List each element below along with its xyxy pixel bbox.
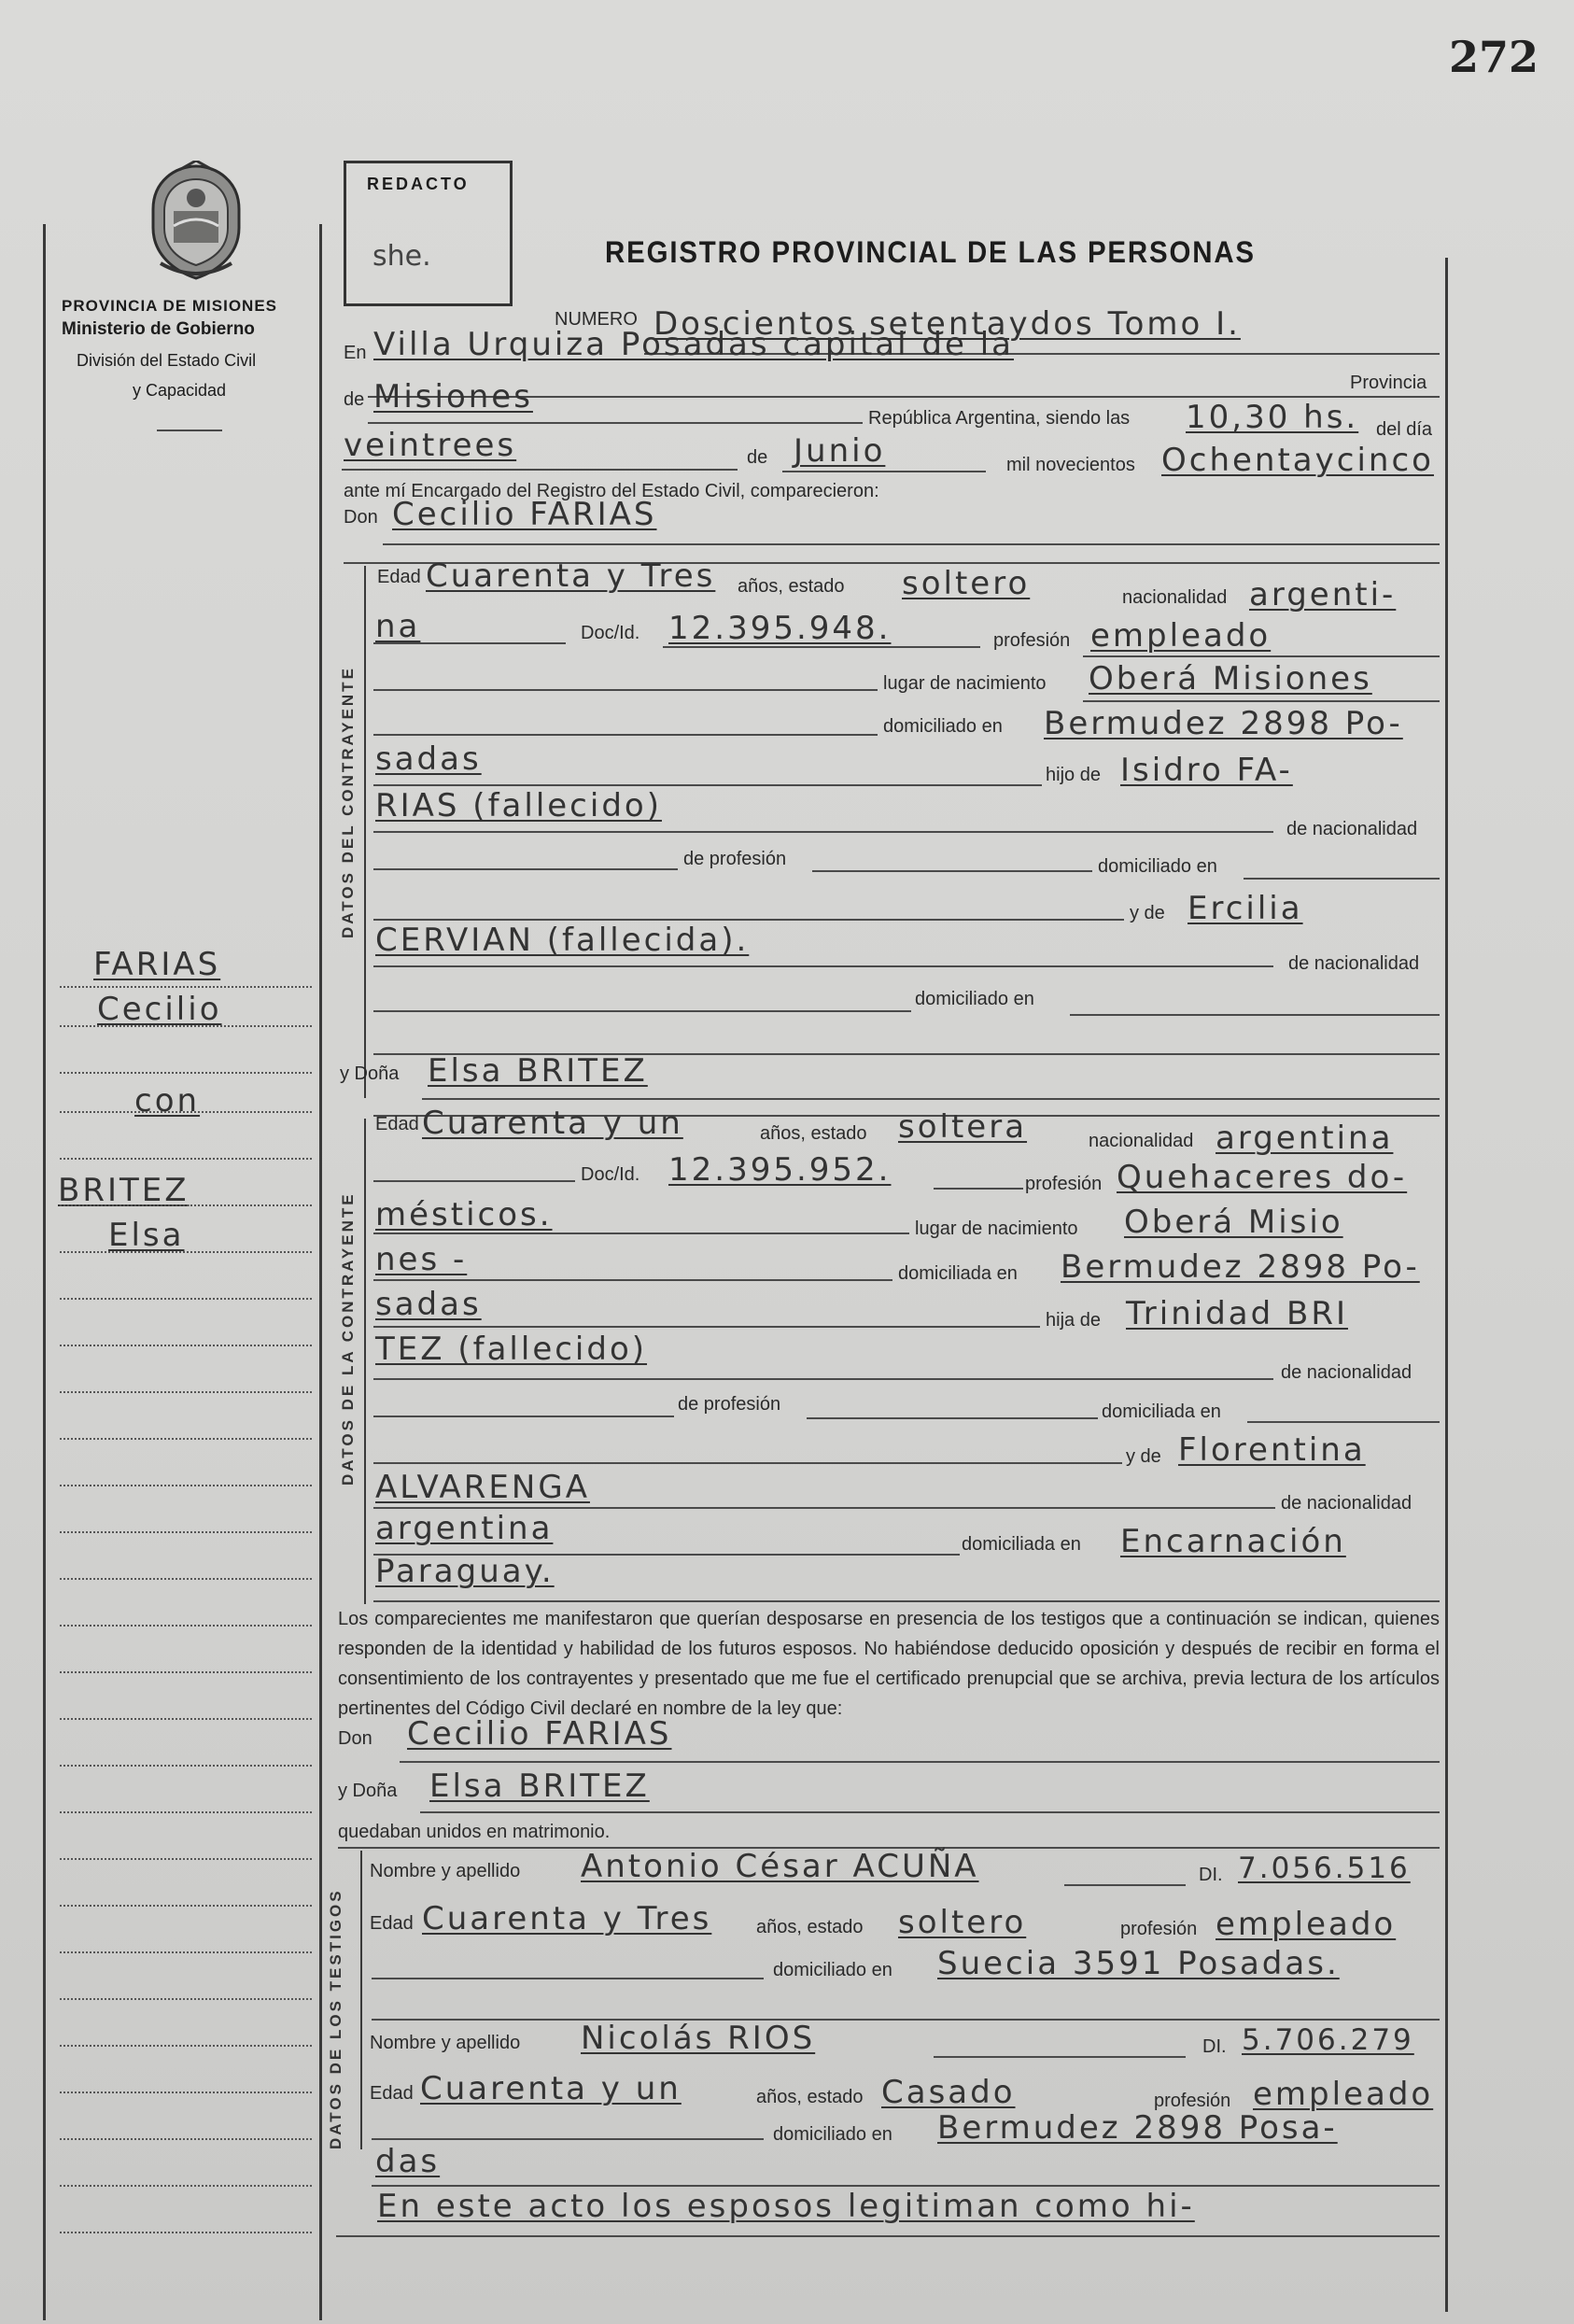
witness-1-di-value: 7.056.516 <box>1238 1852 1411 1885</box>
witness-2-nombre-label: Nombre y apellido <box>370 2033 521 2053</box>
bride-padre-value-1: Trinidad BRI <box>1126 1295 1348 1332</box>
groom-de-profesion-label: de profesión <box>683 849 787 869</box>
numero-label: NUMERO <box>555 309 638 330</box>
witnesses-section-bracket <box>360 1851 362 2149</box>
groom-domicilio-value-1: Bermudez 2898 Po- <box>1044 705 1403 742</box>
bride-section-bracket <box>364 1119 366 1604</box>
bride-doc-label: Doc/Id. <box>581 1164 640 1185</box>
ministry-name: Ministerio de Gobierno <box>62 319 255 339</box>
bride-madre-value-2: ALVARENGA <box>375 1469 590 1506</box>
declaration-text: Los comparecientes me manifestaron que querían desposarse en presencia de los testigos que a continuación se indican, quienes responden de la identidad y habilidad de los futuros esposos. No habiéndose deducido oposición y después de recibir en forma el consentimiento de los contrayentes y presentado que me fue el certificado prenupcial que se archiva, previa lectura de los artículos pertinentes del Código Civil declaré en nombre de la ley que: <box>338 1609 1440 1719</box>
provincia-label: Provincia <box>1350 373 1427 393</box>
groom-profesion-label: profesión <box>993 630 1071 651</box>
margin-dotted-line <box>60 1905 312 1907</box>
redacto-box <box>344 161 513 306</box>
bride-nacionalidad2-label: de nacionalidad <box>1281 1362 1412 1383</box>
de-label: de <box>344 389 365 410</box>
margin-dotted-line <box>60 986 312 988</box>
declaration-don-label: Don <box>338 1728 372 1749</box>
margin-dotted-line <box>60 1298 312 1300</box>
page-title: REGISTRO PROVINCIAL DE LAS PERSONAS <box>605 235 1256 269</box>
witness-2-di-label: DI. <box>1202 2036 1227 2057</box>
bride-estado-value: soltera <box>898 1108 1028 1146</box>
margin-dotted-line <box>60 1625 312 1627</box>
groom-padre-value-1: Isidro FA- <box>1120 752 1293 789</box>
groom-nacionalidad-value-2: na <box>375 608 421 645</box>
witness-1-domicilio-label: domiciliado en <box>773 1960 892 1980</box>
don-label: Don <box>344 507 378 528</box>
en-value: Villa Urquiza Posadas capital de la <box>373 326 1014 363</box>
bride-edad-value: Cuarenta y un <box>422 1105 683 1142</box>
margin-dotted-line <box>60 1718 312 1720</box>
page-number: 272 <box>1449 32 1539 82</box>
margin-dotted-line <box>60 1025 312 1027</box>
groom-doc-label: Doc/Id. <box>581 623 640 643</box>
don-value: Cecilio FARIAS <box>392 496 657 533</box>
margin-dotted-line <box>60 1998 312 2000</box>
de-value: Misiones <box>373 378 533 416</box>
mes-value: Junio <box>794 432 886 470</box>
witness-1-edad-label: Edad <box>370 1913 414 1934</box>
witness-1-profesion-label: profesión <box>1120 1919 1198 1939</box>
bride-nacionalidad3-label: de nacionalidad <box>1281 1493 1412 1514</box>
bride-madre-nac-value: argentina <box>375 1510 554 1547</box>
declaration-dona-label: y Doña <box>338 1781 398 1801</box>
bride-domicilio-value-2: sadas <box>375 1286 482 1323</box>
bride-padre-value-2: TEZ (fallecido) <box>375 1331 648 1368</box>
witness-2-domicilio-value-1: Bermudez 2898 Posa- <box>937 2109 1338 2147</box>
margin-dotted-line <box>60 2138 312 2140</box>
anio-value: Ochentaycinco <box>1161 442 1434 479</box>
witness-1-di-label: DI. <box>1199 1865 1223 1885</box>
bride-section-label: DATOS DE LA CONTRAYENTE <box>339 1191 357 1486</box>
quedaban-text: quedaban unidos en matrimonio. <box>338 1822 611 1842</box>
margin-dotted-line <box>60 1858 312 1860</box>
groom-hijo-label: hijo de <box>1046 765 1101 785</box>
margin-note-surname-bride: BRITEZ <box>58 1172 190 1209</box>
groom-domiciliado2-label: domiciliado en <box>1098 856 1217 877</box>
groom-lugar-label: lugar de nacimiento <box>883 673 1047 694</box>
bride-domicilio-label: domiciliada en <box>898 1263 1018 1284</box>
bride-lugar-value-2: nes - <box>375 1241 468 1278</box>
groom-edad-value: Cuarenta y Tres <box>426 557 716 595</box>
groom-y-de-label: y de <box>1130 903 1165 923</box>
margin-dotted-line <box>60 1111 312 1113</box>
margin-dotted-line <box>60 1158 312 1160</box>
hora-value: 10,30 hs. <box>1186 399 1359 436</box>
witness-1-estado-value: soltero <box>898 1904 1027 1941</box>
groom-nacionalidad-value-1: argenti- <box>1249 576 1397 613</box>
groom-madre-value-2: CERVIAN (fallecida). <box>375 922 750 959</box>
witness-2-edad-value: Cuarenta y un <box>420 2070 682 2107</box>
redacto-label: REDACTO <box>367 175 470 193</box>
margin-note-con: con <box>134 1082 201 1120</box>
bride-de-profesion-label: de profesión <box>678 1394 781 1415</box>
ante-text: ante mí Encargado del Registro del Estado Civil, comparecieron: <box>344 481 879 501</box>
declaration-dona-value: Elsa BRITEZ <box>429 1768 650 1805</box>
bride-lugar-value-1: Oberá Misio <box>1124 1204 1343 1241</box>
witnesses-section-label: DATOS DE LOS TESTIGOS <box>327 1888 344 2149</box>
margin-dotted-line <box>60 1251 312 1253</box>
bride-profesion-label: profesión <box>1025 1174 1103 1194</box>
witness-2-anios-estado-label: años, estado <box>756 2087 864 2107</box>
witness-1-domicilio-value-1: Suecia 3591 Posadas. <box>937 1945 1340 1982</box>
margin-dotted-line <box>60 1811 312 1813</box>
margin-dotted-line <box>60 1531 312 1533</box>
groom-nacionalidad-label: nacionalidad <box>1122 587 1228 608</box>
margin-dotted-line <box>60 1391 312 1393</box>
margin-dotted-line <box>60 2232 312 2233</box>
margin-dotted-line <box>60 1485 312 1486</box>
margin-dotted-line <box>60 1671 312 1673</box>
bride-dona-label: y Doña <box>340 1063 400 1084</box>
groom-anios-estado-label: años, estado <box>738 576 845 597</box>
groom-madre-value-1: Ercilia <box>1188 890 1303 927</box>
bride-madre-dom-value-2: Paraguay. <box>375 1553 555 1590</box>
witness-2-profesion-value: empleado <box>1253 2076 1434 2113</box>
margin-dotted-line <box>60 2045 312 2047</box>
witness-2-di-value: 5.706.279 <box>1242 2023 1414 2057</box>
bride-doc-value: 12.395.952. <box>668 1151 892 1189</box>
redacto-value: she. <box>372 240 431 273</box>
groom-doc-value: 12.395.948. <box>668 610 892 647</box>
bride-nacionalidad-value: argentina <box>1216 1120 1394 1157</box>
witness-1-profesion-value: empleado <box>1216 1906 1397 1943</box>
margin-note-name-groom: Cecilio <box>97 991 222 1028</box>
bride-lugar-label: lugar de nacimiento <box>915 1218 1078 1239</box>
witness-2-nombre-value: Nicolás RIOS <box>581 2020 816 2057</box>
groom-nacionalidad2-label: de nacionalidad <box>1286 819 1418 839</box>
margin-dotted-line <box>60 1951 312 1953</box>
numero-value: Doscientos setentaydos Tomo I. <box>653 305 1241 343</box>
margin-dotted-line <box>60 2185 312 2187</box>
de-mes-label: de <box>747 447 768 468</box>
bride-madre-dom-value-1: Encarnación <box>1120 1523 1346 1560</box>
groom-edad-label: Edad <box>377 567 421 587</box>
witness-2-domicilio-value-2: das <box>375 2143 441 2180</box>
witness-1-anios-estado-label: años, estado <box>756 1917 864 1937</box>
bride-anios-estado-label: años, estado <box>760 1123 867 1144</box>
groom-lugar-value: Oberá Misiones <box>1089 660 1372 697</box>
groom-domicilio-value-2: sadas <box>375 740 482 778</box>
footer-note: En este acto los esposos legitiman como hi- <box>377 2188 1195 2225</box>
bride-edad-label: Edad <box>375 1114 419 1134</box>
groom-section-label: DATOS DEL CONTRAYENTE <box>339 666 357 938</box>
groom-section-bracket <box>364 566 366 1098</box>
province-name: PROVINCIA DE MISIONES <box>62 297 278 315</box>
bride-y-de-label: y de <box>1126 1446 1161 1467</box>
margin-dotted-line <box>60 1072 312 1074</box>
bride-profesion-value-2: mésticos. <box>375 1196 553 1233</box>
bride-profesion-value-1: Quehaceres do- <box>1117 1159 1408 1196</box>
margin-dotted-line <box>60 1765 312 1767</box>
republica-label: República Argentina, siendo las <box>868 408 1131 429</box>
witness-1-nombre-label: Nombre y apellido <box>370 1861 521 1881</box>
witness-2-estado-value: Casado <box>881 2074 1016 2111</box>
bride-domiciliada3-label: domiciliada en <box>962 1534 1081 1555</box>
margin-dotted-line <box>60 2092 312 2093</box>
margin-note-surname-groom: FARIAS <box>93 946 221 983</box>
declaration-don-value: Cecilio FARIAS <box>407 1715 672 1753</box>
margin-dotted-line <box>60 1204 312 1206</box>
bride-madre-value-1: Florentina <box>1178 1431 1366 1469</box>
witness-2-profesion-label: profesión <box>1154 2091 1231 2111</box>
margin-note-name-bride: Elsa <box>108 1217 185 1254</box>
groom-domicilio-label: domiciliado en <box>883 716 1003 737</box>
groom-nacionalidad3-label: de nacionalidad <box>1288 953 1420 974</box>
groom-domiciliado3-label: domiciliado en <box>915 989 1034 1009</box>
bride-domiciliada2-label: domiciliada en <box>1102 1401 1221 1422</box>
bride-nacionalidad-label: nacionalidad <box>1089 1131 1194 1151</box>
dia-value: veintrees <box>344 427 517 464</box>
mil-label: mil novecientos <box>1006 455 1135 475</box>
division-name-2: y Capacidad <box>133 381 227 400</box>
bride-dona-value: Elsa BRITEZ <box>428 1052 648 1090</box>
en-label: En <box>344 343 367 363</box>
bride-hija-label: hija de <box>1046 1310 1101 1331</box>
witness-2-edad-label: Edad <box>370 2083 414 2104</box>
witness-2-domicilio-label: domiciliado en <box>773 2124 892 2145</box>
groom-estado-value: soltero <box>902 565 1031 602</box>
margin-dotted-line <box>60 1438 312 1440</box>
groom-profesion-value: empleado <box>1090 617 1272 655</box>
witness-1-edad-value: Cuarenta y Tres <box>422 1900 712 1937</box>
del-dia-label: del día <box>1376 419 1433 440</box>
division-name-1: División del Estado Civil <box>77 351 257 370</box>
provincial-coat-of-arms-icon <box>142 161 250 284</box>
witness-1-nombre-value: Antonio César ACUÑA <box>581 1848 979 1885</box>
margin-dotted-line <box>60 1578 312 1580</box>
bride-domicilio-value-1: Bermudez 2898 Po- <box>1061 1248 1420 1286</box>
groom-padre-value-2: RIAS (fallecido) <box>375 787 662 824</box>
margin-dotted-line <box>60 1345 312 1346</box>
